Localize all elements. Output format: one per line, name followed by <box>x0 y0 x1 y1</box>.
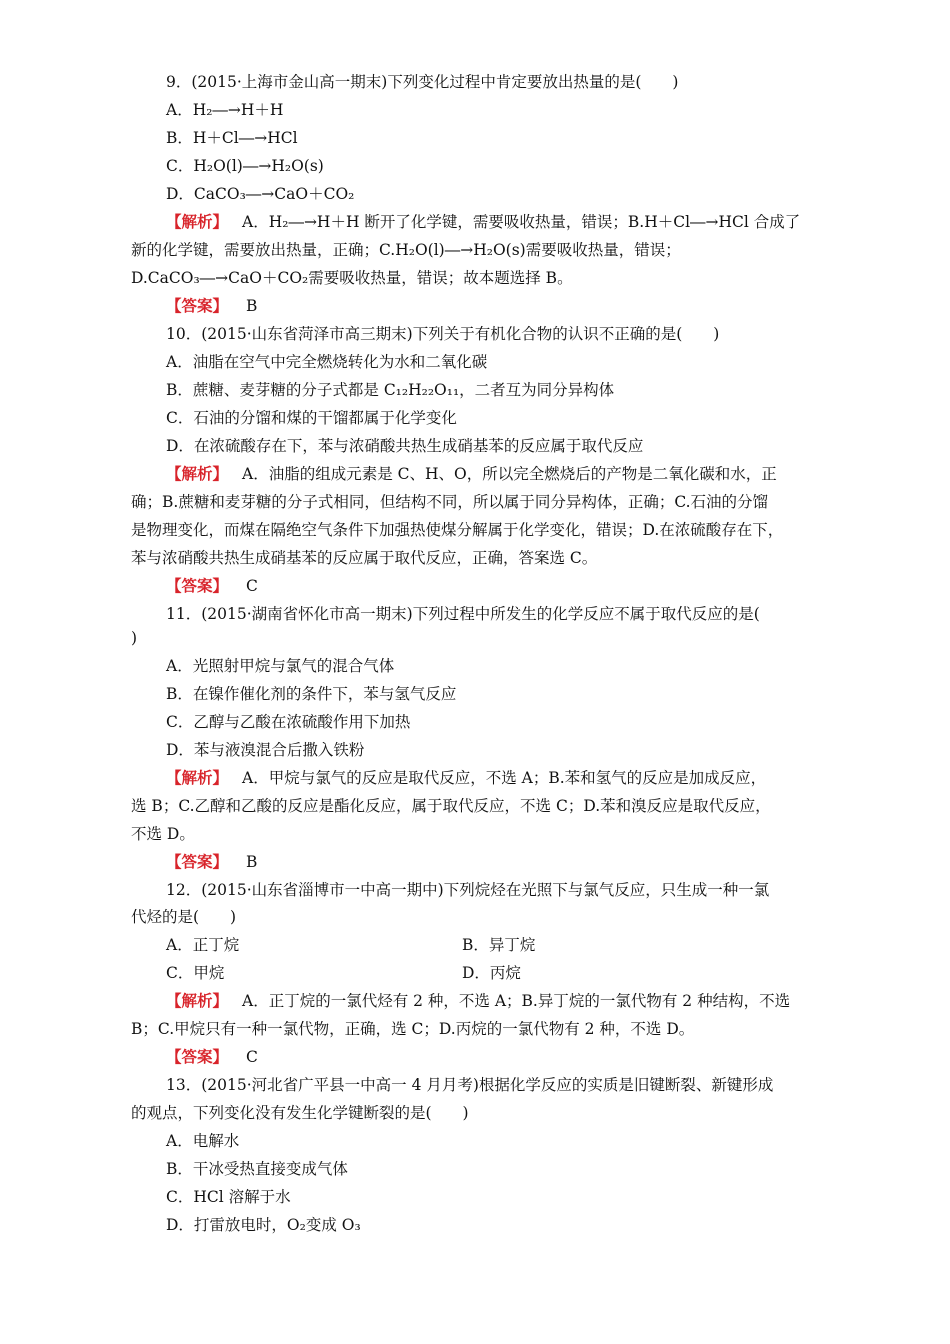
analysis-line: B；C.甲烷只有一种一氯代物，正确，选 C；D.丙烷的一氯代物有 2 种，不选 D。 <box>131 1020 695 1038</box>
option-b: B．异丁烷 <box>462 936 536 954</box>
option-a: A．电解水 <box>166 1132 240 1150</box>
analysis-line <box>166 767 766 789</box>
option-d: D．苯与液溴混合后撒入铁粉 <box>166 741 365 759</box>
answer-line <box>166 575 258 597</box>
question-stem: ) <box>131 629 138 647</box>
question-stem: 代烃的是( ) <box>131 908 237 926</box>
answer-tag: 【答案】 <box>166 296 229 315</box>
option-b: B．H＋Cl―→HCl <box>166 129 298 147</box>
option-c: C．H₂O(l)―→H₂O(s) <box>166 157 324 175</box>
option-d: D．CaCO₃―→CaO＋CO₂ <box>166 185 355 203</box>
option-c: C．石油的分馏和煤的干馏都属于化学变化 <box>166 409 457 427</box>
option-a: A．H₂―→H＋H <box>166 101 284 119</box>
option-b: B．干冰受热直接变成气体 <box>166 1160 348 1178</box>
analysis-text: A．正丁烷的一氯代烃有 2 种，不选 A；B.异丁烷的一氯代物有 2 种结构，不选 <box>242 992 791 1010</box>
option-d: D．在浓硫酸存在下，苯与浓硝酸共热生成硝基苯的反应属于取代反应 <box>166 437 644 455</box>
answer-tag: 【答案】 <box>166 1047 229 1066</box>
analysis-line: 确；B.蔗糖和麦芽糖的分子式相同，但结构不同，所以属于同分异构体，正确；C.石油的分馏 <box>131 493 769 511</box>
option-a: A．正丁烷 <box>166 936 240 954</box>
answer-value: C <box>246 577 258 595</box>
analysis-text: A．油脂的组成元素是 C、H、O，所以完全燃烧后的产物是二氧化碳和水，正 <box>242 465 777 483</box>
analysis-line: D.CaCO₃―→CaO＋CO₂需要吸收热量，错误；故本题选择 B。 <box>131 269 573 287</box>
option-c: C．HCl 溶解于水 <box>166 1188 291 1206</box>
option-a: A．油脂在空气中完全燃烧转化为水和二氧化碳 <box>166 353 488 371</box>
question-stem: 13．(2015·河北省广平县一中高一 4 月月考)根据化学反应的实质是旧键断裂、新键形成 <box>166 1076 774 1094</box>
question-stem: 的观点，下列变化没有发生化学键断裂的是( ) <box>131 1104 469 1122</box>
analysis-line: 新的化学键，需要放出热量，正确；C.H₂O(l)―→H₂O(s)需要吸收热量，错误； <box>131 241 681 259</box>
analysis-text: A．H₂―→H＋H 断开了化学键，需要吸收热量，错误；B.H＋Cl―→HCl 合成了 <box>242 213 801 231</box>
analysis-line: 选 B；C.乙醇和乙酸的反应是酯化反应，属于取代反应，不选 C；D.苯和溴反应是取代反应， <box>131 797 771 815</box>
question-stem: 12．(2015·山东省淄博市一中高一期中)下列烷烃在光照下与氯气反应，只生成一种一氯 <box>166 881 770 899</box>
analysis-tag: 【解析】 <box>166 464 229 483</box>
answer-tag: 【答案】 <box>166 852 229 871</box>
analysis-line <box>166 211 800 233</box>
answer-value: C <box>246 1048 258 1066</box>
option-d: D．打雷放电时，O₂变成 O₃ <box>166 1216 361 1234</box>
option-c: C．乙醇与乙酸在浓硫酸作用下加热 <box>166 713 411 731</box>
answer-line <box>166 295 257 317</box>
answer-line <box>166 851 257 873</box>
answer-value: B <box>246 853 258 871</box>
analysis-line <box>166 990 790 1012</box>
analysis-text: A．甲烷与氯气的反应是取代反应，不选 A；B.苯和氢气的反应是加成反应， <box>242 769 767 787</box>
analysis-line: 不选 D。 <box>131 825 195 843</box>
option-a: A．光照射甲烷与氯气的混合气体 <box>166 657 395 675</box>
question-stem: 10．(2015·山东省菏泽市高三期末)下列关于有机化合物的认识不正确的是( ) <box>166 325 720 343</box>
analysis-line <box>166 463 777 485</box>
option-b: B．蔗糖、麦芽糖的分子式都是 C₁₂H₂₂O₁₁，二者互为同分异构体 <box>166 381 615 399</box>
analysis-tag: 【解析】 <box>166 991 229 1010</box>
question-stem: 9．(2015·上海市金山高一期末)下列变化过程中肯定要放出热量的是( ) <box>166 73 679 91</box>
option-d: D．丙烷 <box>462 964 521 982</box>
analysis-line: 苯与浓硝酸共热生成硝基苯的反应属于取代反应，正确，答案选 C。 <box>131 549 598 567</box>
analysis-line: 是物理变化，而煤在隔绝空气条件下加强热使煤分解属于化学变化，错误；D.在浓硫酸存在下， <box>131 521 784 539</box>
answer-line <box>166 1046 258 1068</box>
analysis-tag: 【解析】 <box>166 768 229 787</box>
answer-value: B <box>246 297 258 315</box>
analysis-tag: 【解析】 <box>166 212 229 231</box>
question-stem: 11．(2015·湖南省怀化市高一期末)下列过程中所发生的化学反应不属于取代反应的是( <box>166 605 760 623</box>
option-b: B．在镍作催化剂的条件下，苯与氢气反应 <box>166 685 457 703</box>
answer-tag: 【答案】 <box>166 576 229 595</box>
option-c: C．甲烷 <box>166 964 225 982</box>
